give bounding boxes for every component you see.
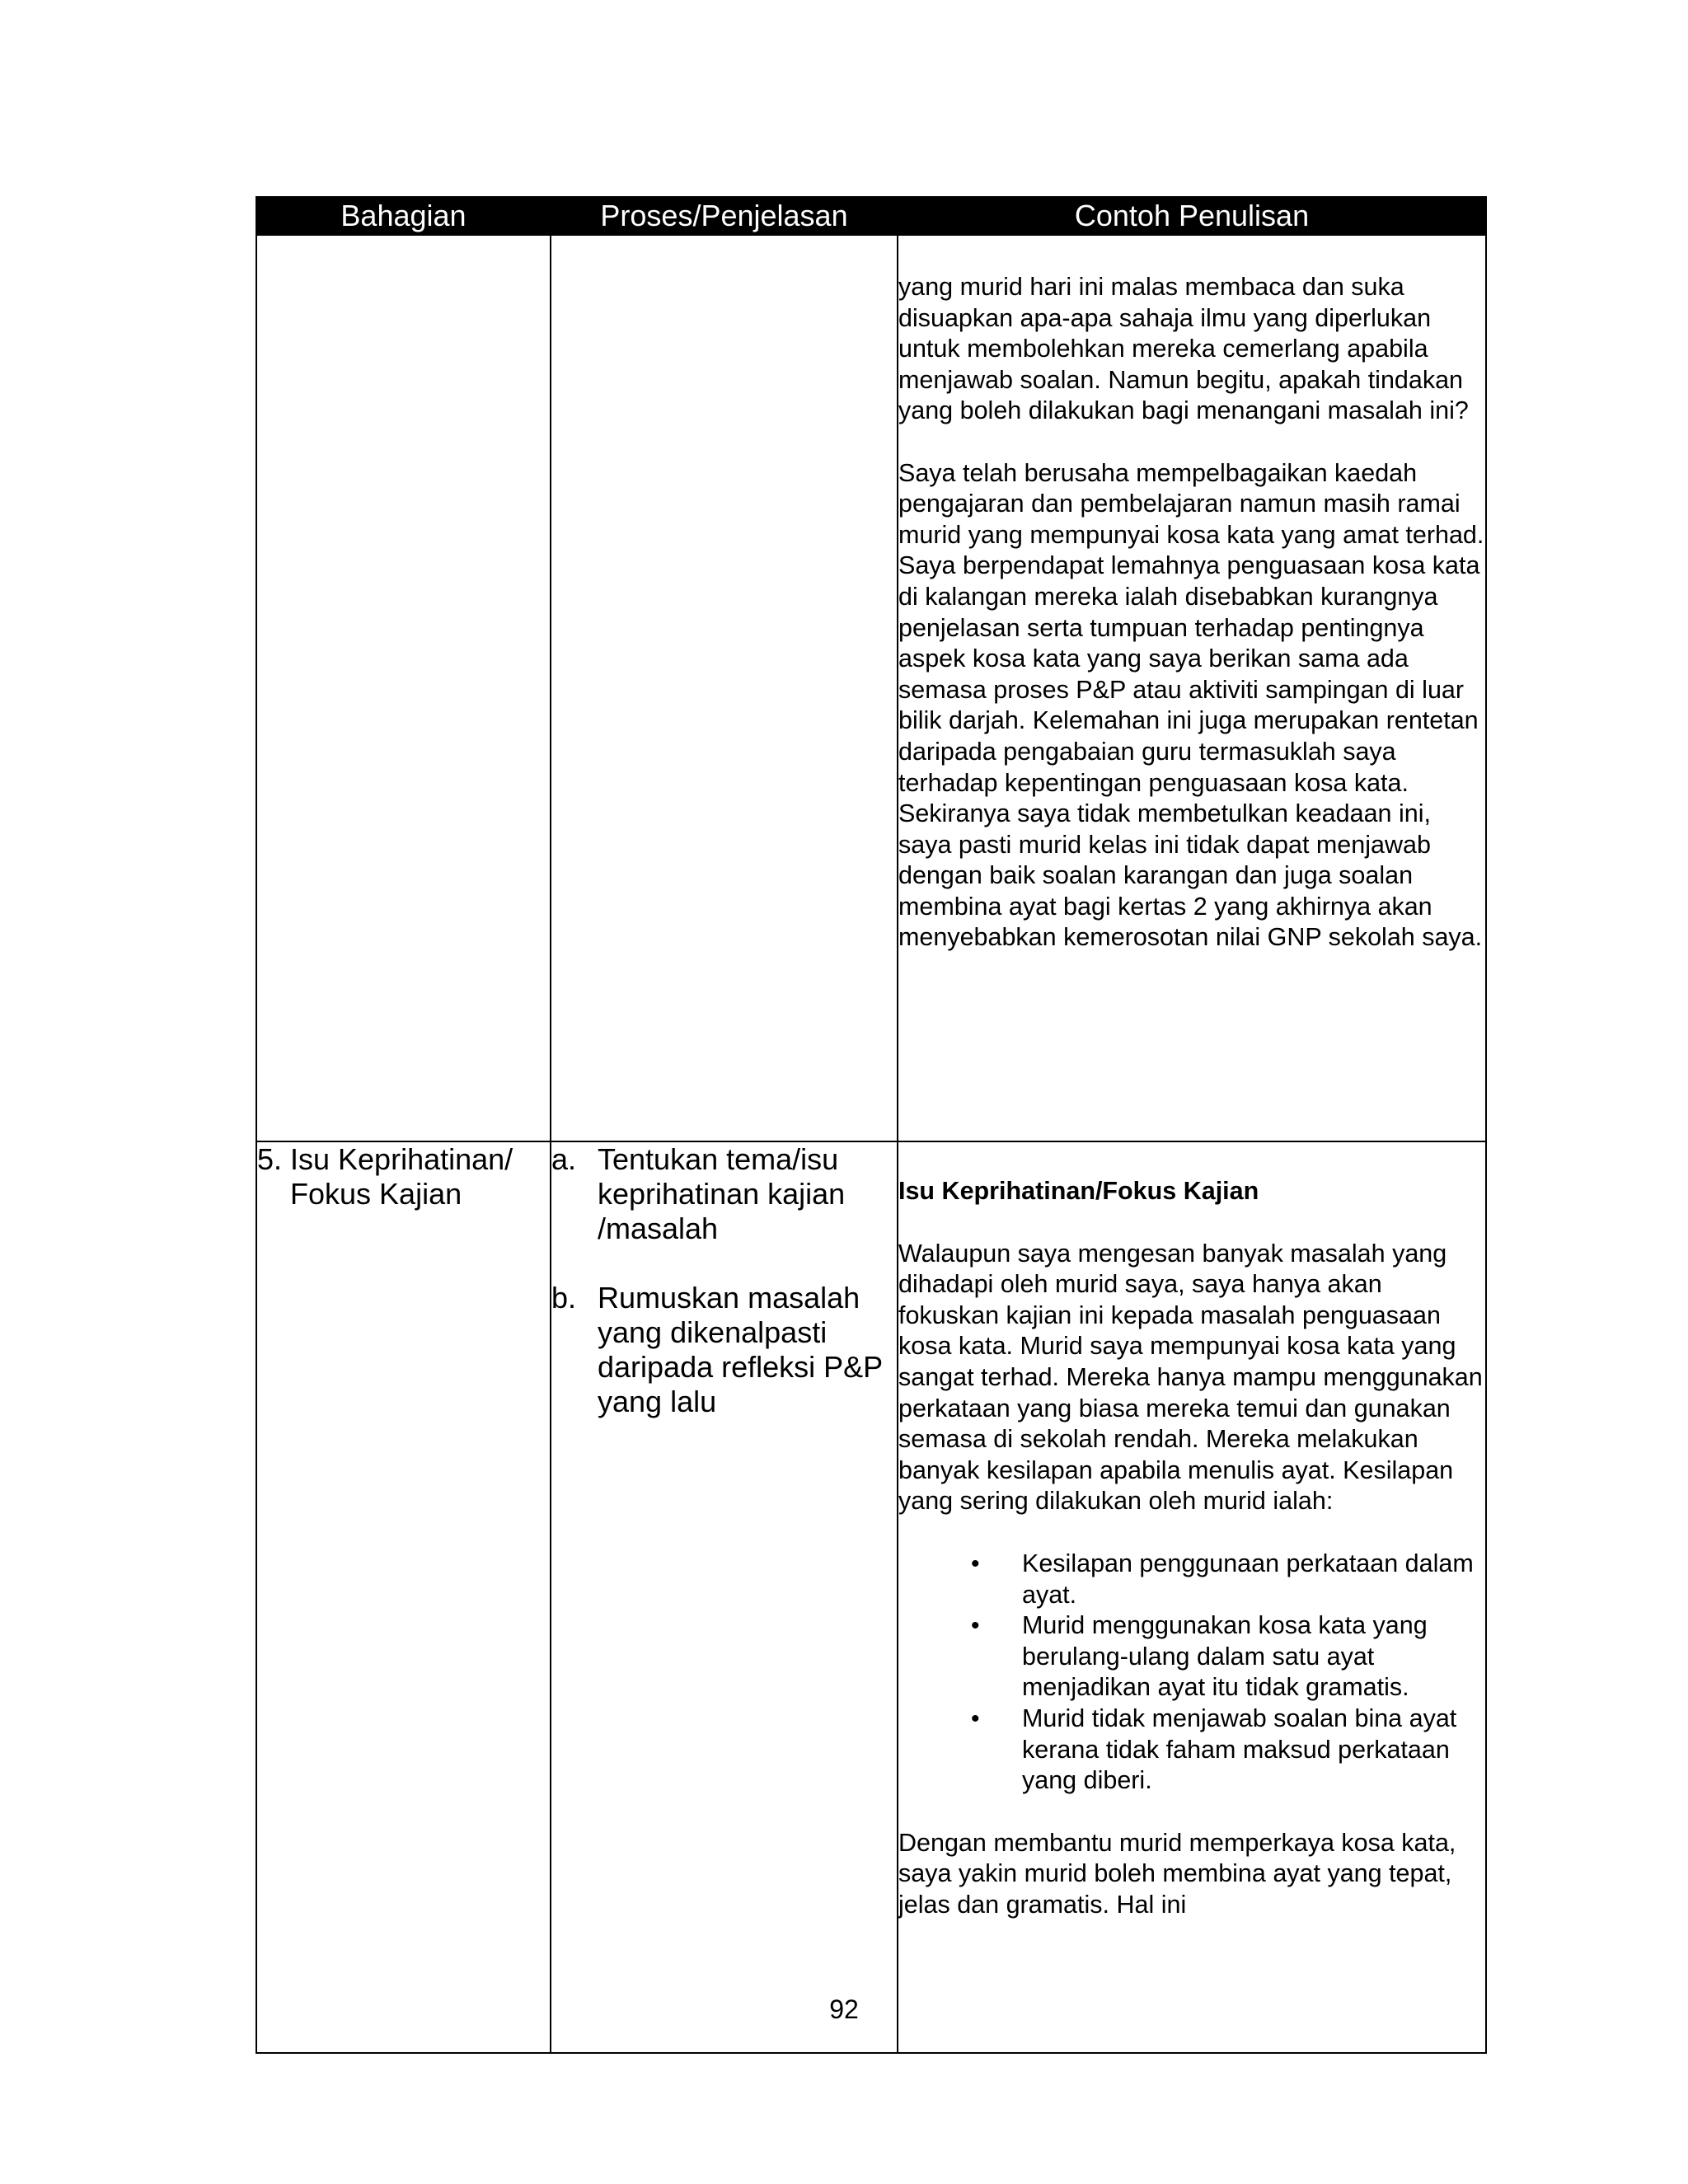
bahagian-cell	[256, 235, 551, 1141]
proses-cell	[551, 1141, 898, 2053]
example-paragraph: Walaupun saya mengesan banyak masalah yang dihadapi oleh murid saya, saya hanya akan fokuskan kajian ini kepada masalah penguasaan kosa kata. Murid saya mempunyai kosa kata yang sangat terhad. Mereka hanya mampu menggunakan perkataan yang biasa mereka temui dan gunakan semasa di sekolah rendah. Mereka melakukan banyak kesilapan apabila menulis ayat. Kesilapan yang sering dilakukan oleh murid ialah:	[898, 1239, 1483, 1516]
bullet-text: Murid menggunakan kosa kata yang berulang-ulang dalam satu ayat menjadikan ayat itu tidak gramatis.	[1022, 1611, 1428, 1702]
process-item-text: Rumuskan masalah yang dikenalpasti daripada refleksi P&P yang lalu	[598, 1281, 883, 1418]
header-contoh-penulisan: Contoh Penulisan	[898, 197, 1486, 235]
table-row	[256, 235, 1486, 1141]
bullet-icon: •	[971, 1612, 980, 1640]
section-title-line2: Fokus Kajian	[290, 1177, 462, 1211]
bullet-icon: •	[971, 1704, 980, 1732]
page-number: 92	[829, 1994, 859, 2024]
list-item	[898, 1549, 1485, 1610]
contoh-cell	[898, 1141, 1486, 2053]
example-heading: Isu Keprihatinan/Fokus Kajian	[898, 1177, 1259, 1205]
example-paragraph: yang murid hari ini malas membaca dan suka disuapkan apa-apa sahaja ilmu yang diperlukan untuk membolehkan mereka cemerlang apabila menjawab soalan. Namun begitu, apakah tindakan yang boleh dilakukan bagi menangani masalah ini?	[898, 273, 1469, 425]
section-number: 5.	[257, 1142, 283, 1176]
bullet-list	[898, 1549, 1485, 1797]
table-header-row	[256, 197, 1486, 235]
process-item-text: Tentukan tema/isu keprihatinan kajian /masalah	[598, 1142, 846, 1245]
example-paragraph: Dengan membantu murid memperkaya kosa kata, saya yakin murid boleh membina ayat yang tepat, jelas dan gramatis. Hal ini	[898, 1828, 1456, 1919]
bullet-text: Kesilapan penggunaan perkataan dalam ayat.	[1022, 1549, 1474, 1609]
process-item	[551, 1281, 897, 1419]
list-item	[898, 1610, 1485, 1704]
section-title-text: Isu Keprihatinan/	[290, 1142, 513, 1176]
table-row	[256, 1141, 1486, 2053]
bahagian-cell	[256, 1141, 551, 2053]
bullet-icon: •	[971, 1549, 980, 1577]
proses-cell	[551, 235, 898, 1141]
document-table	[256, 196, 1487, 2054]
header-proses-penjelasan: Proses/Penjelasan	[551, 197, 898, 235]
list-item	[898, 1704, 1485, 1797]
example-paragraph: Saya telah berusaha mempelbagaikan kaedah pengajaran dan pembelajaran namun masih ramai murid yang mempunyai kosa kata yang amat terhad. Saya berpendapat lemahnya penguasaan kosa kata di kalangan mereka ialah disebabkan kurangnya penjelasan serta tumpuan terhadap pentingnya aspek kosa kata yang saya berikan sama ada semasa proses P&P atau aktiviti sampingan di luar bilik darjah. Kelemahan ini juga merupakan rentetan daripada pengabaian guru termasuklah saya terhadap kepentingan penguasaan kosa kata. Sekiranya saya tidak membetulkan keadaan ini, saya pasti murid kelas ini tidak dapat menjawab dengan baik soalan karangan dan juga soalan membina ayat bagi kertas 2 yang akhirnya akan menyebabkan kemerosotan nilai GNP sekolah saya.	[898, 458, 1484, 952]
bullet-text: Murid tidak menjawab soalan bina ayat kerana tidak faham maksud perkataan yang diberi.	[1022, 1704, 1457, 1795]
process-item-label: a.	[551, 1142, 577, 1176]
header-bahagian: Bahagian	[256, 197, 551, 235]
section-title-line1	[257, 1142, 550, 1177]
contoh-cell	[898, 235, 1486, 1141]
process-item-label: b.	[551, 1281, 577, 1315]
process-item	[551, 1142, 897, 1246]
